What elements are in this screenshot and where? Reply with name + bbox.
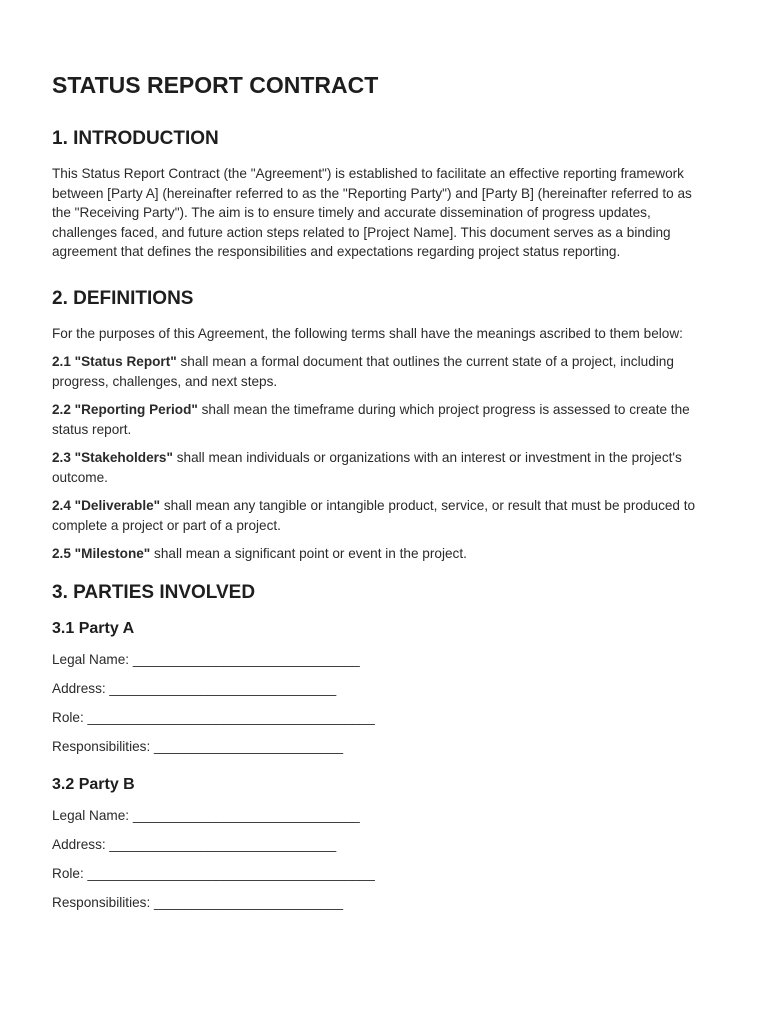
definition-text: shall mean a significant point or event in the project. bbox=[150, 546, 467, 561]
party-b-heading: 3.2 Party B bbox=[52, 776, 135, 793]
definition-text: shall mean the timeframe during which project progress is assessed to create the status report. bbox=[52, 402, 690, 437]
document-page bbox=[52, 70, 712, 922]
section-heading-parties: 3. PARTIES INVOLVED bbox=[52, 581, 256, 603]
definition-item bbox=[52, 496, 712, 535]
party-a-role-field: Role: ______________________________________ bbox=[52, 709, 375, 725]
party-a-address-field: Address: ______________________________ bbox=[52, 680, 337, 696]
party-a-responsibilities-field: Responsibilities: _________________________ bbox=[52, 738, 344, 754]
definitions-intro: For the purposes of this Agreement, the following terms shall have the meanings ascribed to them below: bbox=[52, 325, 683, 341]
definition-term: 2.3 "Stakeholders" bbox=[52, 450, 173, 465]
definition-text: shall mean any tangible or intangible product, service, or result that must be produced to complete a project or part of a project. bbox=[52, 498, 696, 533]
definition-item bbox=[52, 352, 712, 391]
section-heading-definitions: 2. DEFINITIONS bbox=[52, 287, 194, 309]
introduction-paragraph: This Status Report Contract (the "Agreement") is established to facilitate an effective reporting framework between [Party A] (hereinafter referred to as the "Reporting Party") and [Party B] (hereinafter referred to as the "Receiving Party"). The aim is to ensure timely and accurate dissemination of progress updates, challenges faced, and future action steps related to [Project Name]. This document serves as a binding agreement that defines the responsibilities and expectations regarding project status reporting. bbox=[52, 166, 692, 259]
party-b-role-field: Role: ______________________________________ bbox=[52, 866, 375, 881]
definition-item bbox=[52, 544, 712, 564]
definition-text: shall mean individuals or organizations with an interest or investment in the project's outcome. bbox=[52, 450, 682, 485]
document-title: STATUS REPORT CONTRACT bbox=[52, 72, 379, 98]
party-a-heading: 3.1 Party A bbox=[52, 619, 135, 637]
definition-term: 2.2 "Reporting Period" bbox=[52, 402, 198, 417]
party-b-legal-name-field: Legal Name: ______________________________ bbox=[52, 808, 360, 823]
party-b-responsibilities-field: Responsibilities: _________________________ bbox=[52, 895, 344, 910]
definition-term: 2.4 "Deliverable" bbox=[52, 498, 161, 513]
definition-term: 2.5 "Milestone" bbox=[52, 546, 151, 561]
definition-text: shall mean a formal document that outlines the current state of a project, including progress, challenges, and next steps. bbox=[52, 354, 674, 389]
section-heading-introduction: 1. INTRODUCTION bbox=[52, 128, 219, 149]
definition-term: 2.1 "Status Report" bbox=[52, 354, 177, 369]
party-b-address-field: Address: ______________________________ bbox=[52, 837, 337, 852]
party-a-legal-name-field: Legal Name: ______________________________ bbox=[52, 651, 360, 667]
definition-item bbox=[52, 448, 712, 487]
definition-item bbox=[52, 400, 712, 439]
